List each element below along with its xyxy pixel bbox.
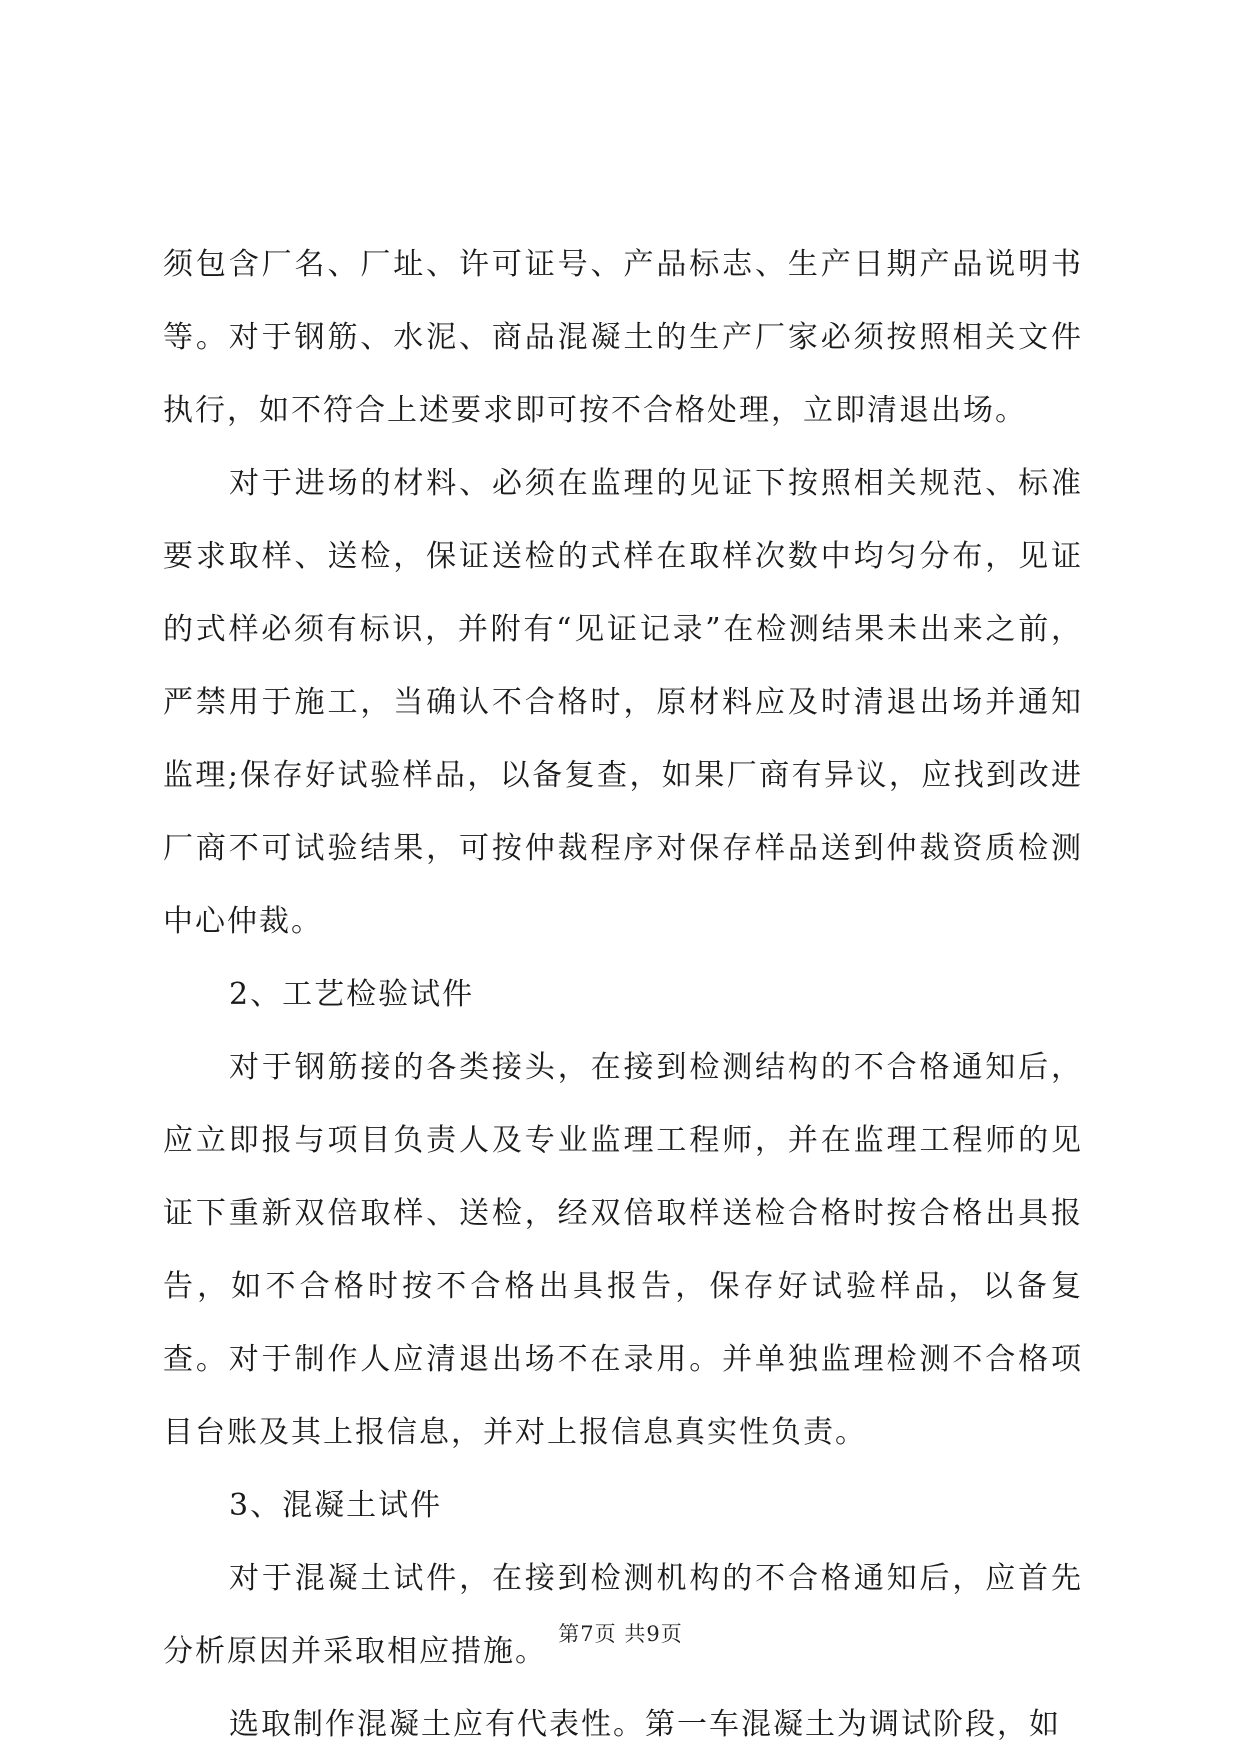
section-heading-2: 2、工艺检验试件 — [229, 977, 475, 1012]
paragraph-1: 须包含厂名、厂址、许可证号、产品标志、生产日期产品说明书等。对于钢筋、水泥、商品混凝土的生产厂家必须按照相关文件执行，如不符合上述要求即可按不合格处理，立即清退出场。 — [163, 247, 1083, 428]
paragraph-2: 对于进场的材料、必须在监理的见证下按照相关规范、标准要求取样、送检，保证送检的式样在取样次数中均匀分布，见证的式样必须有标识，并附有“见证记录”在检测结果未出来之前，严禁用于施工，当确认不合格时，原材料应及时清退出场并通知监理;保存好试验样品，以备复查，如果厂商有异议，应找到改进厂商不可试验结果，可按仲裁程序对保存样品送到仲裁资质检测中心仲裁。 — [163, 466, 1083, 939]
page-footer: 第7页 共9页 — [558, 1622, 683, 1646]
paragraph-4: 对于混凝土试件，在接到检测机构的不合格通知后，应首先分析原因并采取相应措施。 — [163, 1561, 1083, 1669]
section-heading-3: 3、混凝土试件 — [229, 1488, 443, 1523]
paragraph-3: 对于钢筋接的各类接头，在接到检测结构的不合格通知后，应立即报与项目负责人及专业监理工程师，并在监理工程师的见证下重新双倍取样、送检，经双倍取样送检合格时按合格出具报告，如不合格时按不合格出具报告，保存好试验样品，以备复查。对于制作人应清退出场不在录用。并单独监理检测不合格项目台账及其上报信息，并对上报信息真实性负责。 — [163, 1050, 1083, 1450]
paragraph-5: 选取制作混凝土应有代表性。第一车混凝土为调试阶段，如 — [229, 1707, 1061, 1742]
document-body — [163, 228, 1083, 1761]
